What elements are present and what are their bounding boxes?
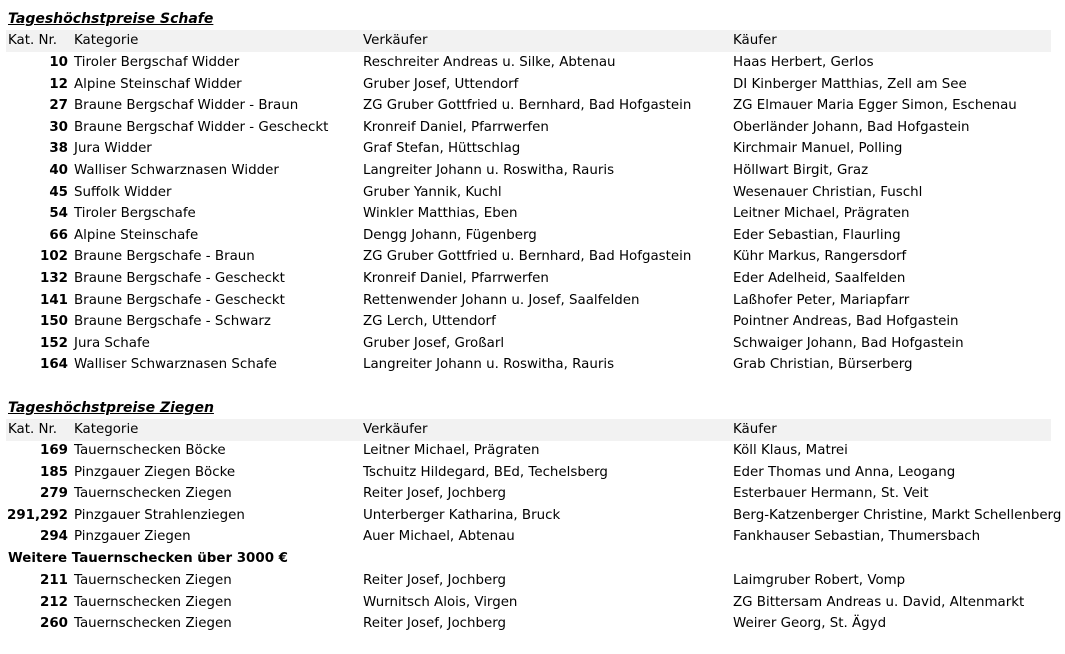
cell-kaeufer: Leitner Michael, Prägraten <box>733 206 910 222</box>
section-title-goats: Tageshöchstpreise Ziegen <box>8 400 214 416</box>
cell-kategorie: Walliser Schwarznasen Schafe <box>74 357 277 373</box>
cell-verkaeufer: Leitner Michael, Prägraten <box>363 443 540 458</box>
cell-kaeufer: Laßhofer Peter, Mariapfarr <box>733 292 910 308</box>
cell-kaeufer: DI Kinberger Matthias, Zell am See <box>733 76 967 92</box>
cell-verkaeufer: ZG Lerch, Uttendorf <box>363 314 496 330</box>
cell-kat-nr: 10 <box>49 55 68 70</box>
cell-kategorie: Jura Widder <box>74 141 152 157</box>
table-row <box>0 354 1065 376</box>
cell-kategorie: Jura Schafe <box>74 335 150 351</box>
cell-kategorie: Braune Bergschaf Widder - Gescheckt <box>74 119 329 135</box>
cell-kat-nr: 169 <box>40 443 68 458</box>
header-verkaeufer: Verkäufer <box>363 422 428 437</box>
cell-verkaeufer: Gruber Yannik, Kuchl <box>363 184 502 200</box>
table-row <box>0 592 1065 614</box>
cell-verkaeufer: Winkler Matthias, Eben <box>363 206 518 222</box>
table-row <box>0 333 1065 355</box>
cell-verkaeufer: Reiter Josef, Jochberg <box>363 573 506 588</box>
table-row <box>0 225 1065 247</box>
header-row-sheep <box>0 30 1065 52</box>
cell-kat-nr: 185 <box>40 464 68 480</box>
table-row <box>0 311 1065 333</box>
cell-kaeufer: Wesenauer Christian, Fuschl <box>733 184 923 200</box>
cell-kat-nr: 260 <box>40 616 68 632</box>
cell-verkaeufer: Auer Michael, Abtenau <box>363 529 515 545</box>
cell-verkaeufer: Rettenwender Johann u. Josef, Saalfelden <box>363 292 640 308</box>
cell-kat-nr: 211 <box>40 573 68 588</box>
cell-verkaeufer: Unterberger Katharina, Bruck <box>363 507 561 523</box>
cell-kaeufer: Pointner Andreas, Bad Hofgastein <box>733 314 959 330</box>
cell-verkaeufer: ZG Gruber Gottfried u. Bernhard, Bad Hofgastein <box>363 249 692 265</box>
cell-kategorie: Braune Bergschafe - Gescheckt <box>74 271 285 286</box>
cell-kaeufer: Kühr Markus, Rangersdorf <box>733 249 907 265</box>
cell-kat-nr: 12 <box>49 76 68 92</box>
cell-verkaeufer: Gruber Josef, Uttendorf <box>363 76 519 92</box>
cell-kaeufer: Grab Christian, Bürserberg <box>733 357 913 373</box>
cell-verkaeufer: Langreiter Johann u. Roswitha, Rauris <box>363 357 615 373</box>
table-row <box>0 182 1065 204</box>
cell-kaeufer: Höllwart Birgit, Graz <box>733 163 869 178</box>
cell-verkaeufer: Langreiter Johann u. Roswitha, Rauris <box>363 163 615 178</box>
cell-kategorie: Pinzgauer Ziegen <box>74 529 191 545</box>
cell-kaeufer: Esterbauer Hermann, St. Veit <box>733 486 929 502</box>
cell-kat-nr: 291,292 <box>7 507 68 523</box>
cell-kaeufer: ZG Elmauer Maria Egger Simon, Eschenau <box>733 98 1017 114</box>
cell-kategorie: Tauernschecken Ziegen <box>74 573 232 588</box>
cell-kaeufer: Kirchmair Manuel, Polling <box>733 141 903 157</box>
header-kaeufer: Käufer <box>733 33 777 48</box>
cell-kaeufer: Laimgruber Robert, Vomp <box>733 573 906 588</box>
table-row <box>0 526 1065 548</box>
table-row <box>0 74 1065 96</box>
cell-kategorie: Suffolk Widder <box>74 184 172 200</box>
table-row <box>0 95 1065 117</box>
cell-verkaeufer: Gruber Josef, Großarl <box>363 335 505 351</box>
cell-kaeufer: ZG Bittersam Andreas u. David, Altenmarkt <box>733 594 1025 610</box>
cell-kat-nr: 40 <box>49 163 68 178</box>
table-row <box>0 613 1065 635</box>
cell-kat-nr: 150 <box>40 314 68 330</box>
table-row <box>0 570 1065 592</box>
cell-kaeufer: Schwaiger Johann, Bad Hofgastein <box>733 335 964 351</box>
cell-kat-nr: 164 <box>40 357 68 373</box>
header-kat: Kat. Nr. <box>8 422 58 437</box>
cell-kategorie: Tauernschecken Ziegen <box>74 486 232 502</box>
cell-kategorie: Tauernschecken Böcke <box>74 443 226 458</box>
cell-kategorie: Braune Bergschafe - Gescheckt <box>74 292 285 308</box>
table-row <box>0 117 1065 139</box>
cell-kaeufer: Köll Klaus, Matrei <box>733 443 848 458</box>
cell-kategorie: Walliser Schwarznasen Widder <box>74 163 279 178</box>
cell-kategorie: Tauernschecken Ziegen <box>74 594 232 610</box>
table-row <box>0 462 1065 484</box>
cell-kaeufer: Berg-Katzenberger Christine, Markt Schellenberg <box>733 507 1062 523</box>
cell-verkaeufer: Kronreif Daniel, Pfarrwerfen <box>363 119 549 135</box>
table-row <box>0 505 1065 527</box>
cell-kategorie: Tiroler Bergschaf Widder <box>74 55 240 70</box>
table-row <box>0 440 1065 462</box>
cell-kat-nr: 30 <box>49 119 68 135</box>
table-row <box>0 138 1065 160</box>
cell-kaeufer: Haas Herbert, Gerlos <box>733 55 874 70</box>
cell-verkaeufer: Tschuitz Hildegard, BEd, Techelsberg <box>363 464 608 480</box>
cell-kaeufer: Eder Thomas und Anna, Leogang <box>733 464 956 480</box>
cell-kat-nr: 102 <box>40 249 68 265</box>
cell-kat-nr: 279 <box>40 486 68 502</box>
cell-verkaeufer: Reiter Josef, Jochberg <box>363 616 506 632</box>
table-row <box>0 246 1065 268</box>
cell-kategorie: Braune Bergschafe - Schwarz <box>74 314 271 330</box>
cell-kat-nr: 38 <box>49 141 68 157</box>
cell-verkaeufer: ZG Gruber Gottfried u. Bernhard, Bad Hofgastein <box>363 98 692 114</box>
cell-kat-nr: 294 <box>40 529 68 545</box>
cell-kat-nr: 27 <box>49 98 68 114</box>
cell-kat-nr: 141 <box>40 292 68 308</box>
cell-verkaeufer: Reschreiter Andreas u. Silke, Abtenau <box>363 55 616 70</box>
cell-kaeufer: Weirer Georg, St. Ägyd <box>733 616 887 632</box>
cell-verkaeufer: Kronreif Daniel, Pfarrwerfen <box>363 271 549 286</box>
header-kategorie: Kategorie <box>74 422 139 437</box>
table-row <box>0 52 1065 74</box>
section-title-sheep: Tageshöchstpreise Schafe <box>8 11 214 27</box>
cell-kategorie: Pinzgauer Ziegen Böcke <box>74 464 236 480</box>
header-kategorie: Kategorie <box>74 33 139 48</box>
cell-kaeufer: Eder Adelheid, Saalfelden <box>733 271 906 286</box>
cell-kat-nr: 66 <box>49 227 68 243</box>
cell-kat-nr: 212 <box>40 594 68 610</box>
table-row <box>0 160 1065 182</box>
cell-kaeufer: Eder Sebastian, Flaurling <box>733 227 901 243</box>
table-row <box>0 483 1065 505</box>
cell-kategorie: Alpine Steinschafe <box>74 227 199 243</box>
header-row-goats <box>0 419 1065 441</box>
table-row <box>0 203 1065 225</box>
cell-kat-nr: 54 <box>49 206 68 222</box>
cell-kaeufer: Fankhauser Sebastian, Thumersbach <box>733 529 981 545</box>
table-row <box>0 290 1065 312</box>
header-kat: Kat. Nr. <box>8 33 58 48</box>
cell-kategorie: Tauernschecken Ziegen <box>74 616 232 632</box>
cell-kategorie: Pinzgauer Strahlenziegen <box>74 507 245 523</box>
table-row <box>0 268 1065 290</box>
cell-kategorie: Braune Bergschafe - Braun <box>74 249 255 265</box>
header-verkaeufer: Verkäufer <box>363 33 428 48</box>
cell-kaeufer: Oberländer Johann, Bad Hofgastein <box>733 119 970 135</box>
cell-kategorie: Tiroler Bergschafe <box>74 206 196 222</box>
header-kaeufer: Käufer <box>733 422 777 437</box>
extra-section-heading: Weitere Tauernschecken über 3000 € <box>8 551 288 566</box>
cell-verkaeufer: Wurnitsch Alois, Virgen <box>363 594 518 610</box>
cell-verkaeufer: Graf Stefan, Hüttschlag <box>363 141 521 157</box>
cell-kat-nr: 152 <box>40 335 68 351</box>
cell-kategorie: Alpine Steinschaf Widder <box>74 76 242 92</box>
cell-kategorie: Braune Bergschaf Widder - Braun <box>74 98 299 114</box>
cell-verkaeufer: Reiter Josef, Jochberg <box>363 486 506 502</box>
cell-kat-nr: 132 <box>40 271 68 286</box>
cell-verkaeufer: Dengg Johann, Fügenberg <box>363 227 537 243</box>
cell-kat-nr: 45 <box>49 184 68 200</box>
